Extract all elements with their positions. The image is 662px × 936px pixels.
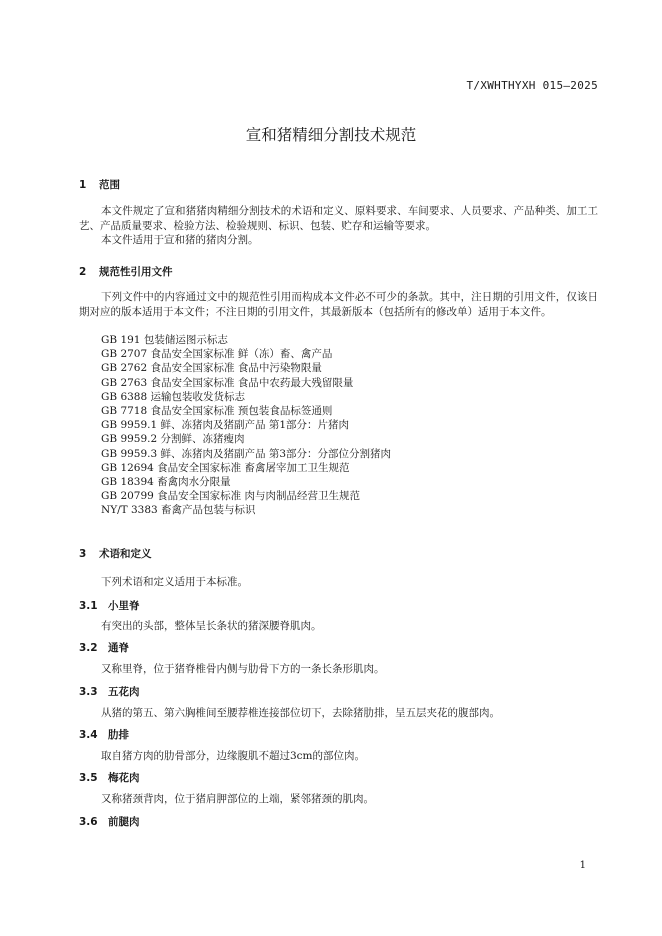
section-title: 术语和定义 xyxy=(99,548,152,560)
reference-item: GB 2707 食品安全国家标准 鲜（冻）畜、禽产品 xyxy=(101,348,333,361)
scope-paragraph: 本文件规定了宣和猪猪肉精细分割技术的术语和定义、原料要求、车间要求、人员要求、产品种类、加工工艺、产品质量要求、检验方法、检验规则、标识、包装、贮存和运输等要求。 xyxy=(79,205,598,232)
term-name: 小里脊 xyxy=(108,600,140,612)
term-number: 3.4 xyxy=(79,729,98,741)
reference-item: GB 6388 运输包装收发货标志 xyxy=(101,390,246,403)
term-heading xyxy=(79,640,129,655)
term-heading xyxy=(79,684,140,699)
section-title: 范围 xyxy=(99,179,120,191)
document-code: T/XWHTHYXH 015—2025 xyxy=(466,79,598,92)
term-definition: 取自猪方肉的肋骨部分，边缘腹肌不超过3cm的部位肉。 xyxy=(101,750,366,762)
section-heading-scope xyxy=(79,177,120,192)
term-definition: 又称猪颈背肉，位于猪肩胛部位的上端，紧邻猪颈的肌肉。 xyxy=(101,793,374,805)
section-number: 3 xyxy=(79,548,87,560)
reference-item: NY/T 3383 畜禽产品包装与标识 xyxy=(101,504,256,517)
scope-applicability: 本文件适用于宣和猪的猪肉分割。 xyxy=(101,234,259,246)
term-number: 3.5 xyxy=(79,772,98,784)
term-heading xyxy=(79,814,140,829)
term-name: 梅花肉 xyxy=(108,772,140,784)
section-heading-normative-references xyxy=(79,264,173,279)
reference-item: GB 2762 食品安全国家标准 食品中污染物限量 xyxy=(101,362,322,375)
term-name: 肋排 xyxy=(108,729,129,741)
term-name: 通脊 xyxy=(108,642,129,654)
term-number: 3.2 xyxy=(79,642,98,654)
term-number: 3.6 xyxy=(79,816,98,828)
reference-list xyxy=(101,333,391,518)
reference-item: GB 2763 食品安全国家标准 食品中农药最大残留限量 xyxy=(101,376,354,389)
term-definition: 从猪的第五、第六胸椎间至腰荐椎连接部位切下，去除猪肋排，呈五层夹花的腹部肉。 xyxy=(101,707,500,719)
section-number: 1 xyxy=(79,179,87,191)
section-title: 规范性引用文件 xyxy=(99,266,173,278)
term-definition: 又称里脊，位于猪脊椎骨内侧与肋骨下方的一条长条形肌肉。 xyxy=(101,663,385,675)
reference-item: GB 7718 食品安全国家标准 预包装食品标签通则 xyxy=(101,405,333,418)
page-number: 1 xyxy=(579,860,586,871)
reference-item: GB 9959.3 鲜、冻猪肉及猪副产品 第3部分：分部位分割猪肉 xyxy=(101,447,392,460)
reference-item: GB 9959.1 鲜、冻猪肉及猪副产品 第1部分：片猪肉 xyxy=(101,419,350,432)
reference-item: GB 191 包装储运图示标志 xyxy=(101,334,228,346)
reference-item: GB 18394 畜禽肉水分限量 xyxy=(101,476,231,489)
term-heading xyxy=(79,770,140,785)
term-definition: 有突出的头部，整体呈长条状的猪深腰脊肌肉。 xyxy=(101,620,322,632)
terms-intro: 下列术语和定义适用于本标准。 xyxy=(101,576,248,588)
reference-item: GB 20799 食品安全国家标准 肉与肉制品经营卫生规范 xyxy=(101,490,361,503)
term-name: 五花肉 xyxy=(108,686,140,698)
term-heading xyxy=(79,727,129,742)
reference-item: GB 12694 食品安全国家标准 畜禽屠宰加工卫生规范 xyxy=(101,461,350,474)
document-title: 宣和猪精细分割技术规范 xyxy=(245,126,417,144)
references-intro: 下列文件中的内容通过文中的规范性引用而构成本文件必不可少的条款。其中，注日期的引用文件，仅该日期对应的版本适用于本文件；不注日期的引用文件，其最新版本（包括所有的修改单）适用于本文件。 xyxy=(79,291,598,318)
section-heading-terms xyxy=(79,546,152,561)
section-number: 2 xyxy=(79,266,87,278)
term-number: 3.1 xyxy=(79,600,98,612)
term-name: 前腿肉 xyxy=(108,816,140,828)
term-heading xyxy=(79,598,140,613)
term-number: 3.3 xyxy=(79,686,98,698)
reference-item: GB 9959.2 分割鲜、冻猪瘦肉 xyxy=(101,433,245,446)
